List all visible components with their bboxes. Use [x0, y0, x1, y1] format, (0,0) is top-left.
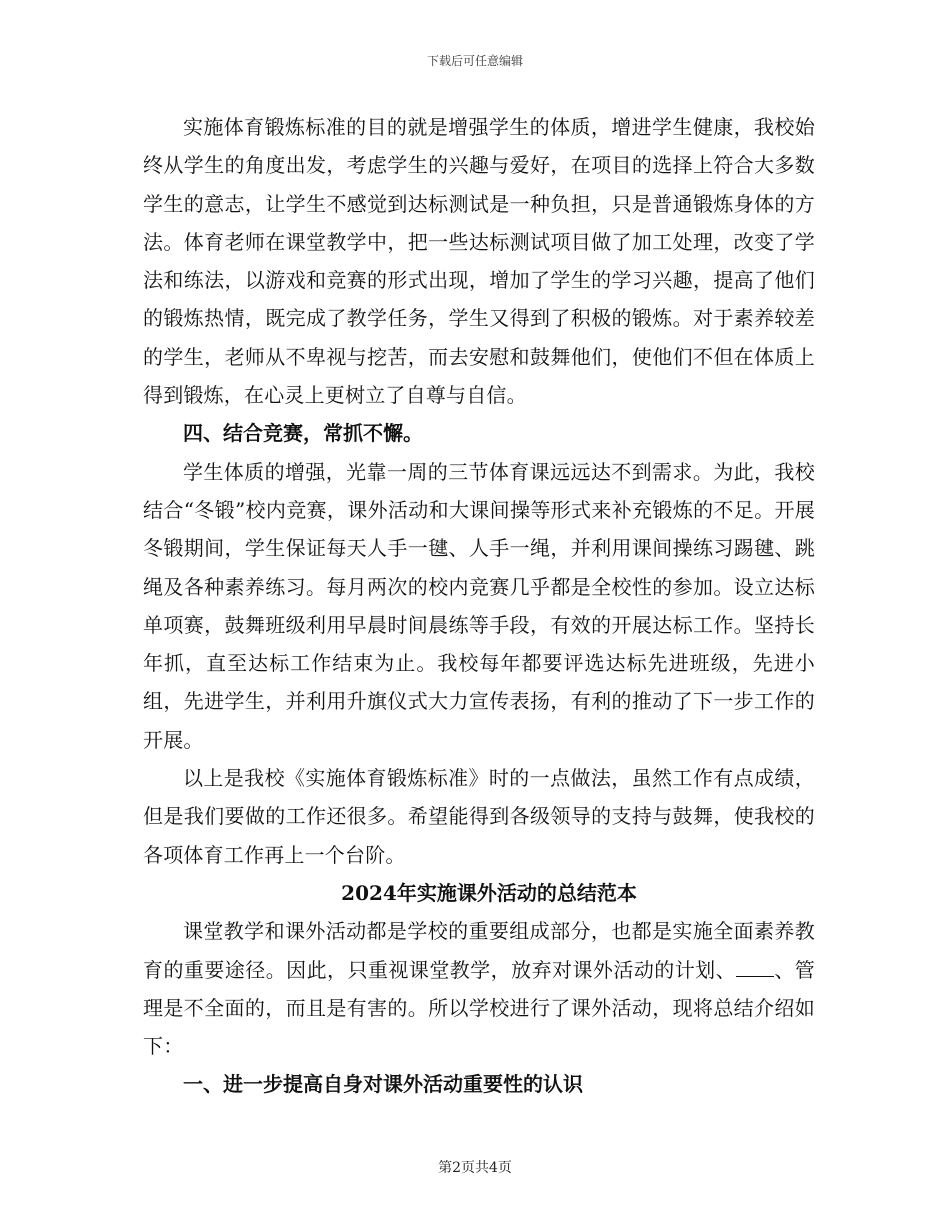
paragraph-fitness-standard: 实施体育锻炼标准的目的就是增强学生的体质，增进学生健康，我校始终从学生的角度出发，考虑学生的兴趣与爱好，在项目的选择上符合大多数学生的意志，让学生不感觉到达标测试是一种负担，只是普通锻炼身体的方法。体育老师在课堂教学中，把一些达标测试项目做了加工处理，改变了学法和练法，以游戏和竞赛的形式出现，增加了学生的学习兴趣，提高了他们的锻炼热情，既完成了教学任务，学生又得到了积极的锻炼。对于素养较差的学生，老师从不卑视与挖苦，而去安慰和鼓舞他们，使他们不但在体质上得到锻炼，在心灵上更树立了自尊与自信。: [143, 115, 815, 408]
paragraph-intro-part2: 、管理是不全面的，而且是有害的。所以学校进行了课外活动，现将总结介绍如下：: [143, 957, 815, 1059]
paragraph-competition: 学生体质的增强，光靠一周的三节体育课远远达不到需求。为此，我校结合“冬锻”校内竞赛，课外活动和大课间操等形式来补充锻炼的不足。开展冬锻期间，学生保证每天人手一毽、人手一绳，并利用课间操练习踢毽、跳绳及各种素养练习。每月两次的校内竞赛几乎都是全校性的参加。设立达标单项赛，鼓舞班级利用早晨时间晨练等手段，有效的开展达标工作。坚持长年抓，直至达标工作结束为止。我校每年都要评选达标先进班级，先进小组，先进学生，并利用升旗仪式大力宣传表扬，有利的推动了下一步工作的开展。: [143, 459, 815, 752]
heading-section-four: 四、结合竞赛，常抓不懈。: [183, 421, 423, 446]
heading-section-one: 一、进一步提高自身对课外活动重要性的认识: [183, 1072, 583, 1097]
paragraph-intro: [143, 912, 815, 1065]
document-title: 2024年实施课外活动的总结范本: [341, 880, 637, 905]
page-number: 第2页共4页: [438, 1160, 512, 1176]
page-header-note: 下载后可任意编辑: [426, 54, 523, 68]
paragraph-intro-part1: 课堂教学和课外活动都是学校的重要组成部分，也都是实施全面素养教育的重要途径。因此，只重视课堂教学，放弃对课外活动的计划、: [143, 919, 815, 982]
paragraph-conclusion: 以上是我校《实施体育锻炼标准》时的一点做法，虽然工作有点成绩，但是我们要做的工作还很多。希望能得到各级领导的支持与鼓舞，使我校的各项体育工作再上一个台阶。: [143, 766, 815, 867]
fill-in-blank: [736, 958, 774, 977]
document-body: [143, 108, 815, 1104]
